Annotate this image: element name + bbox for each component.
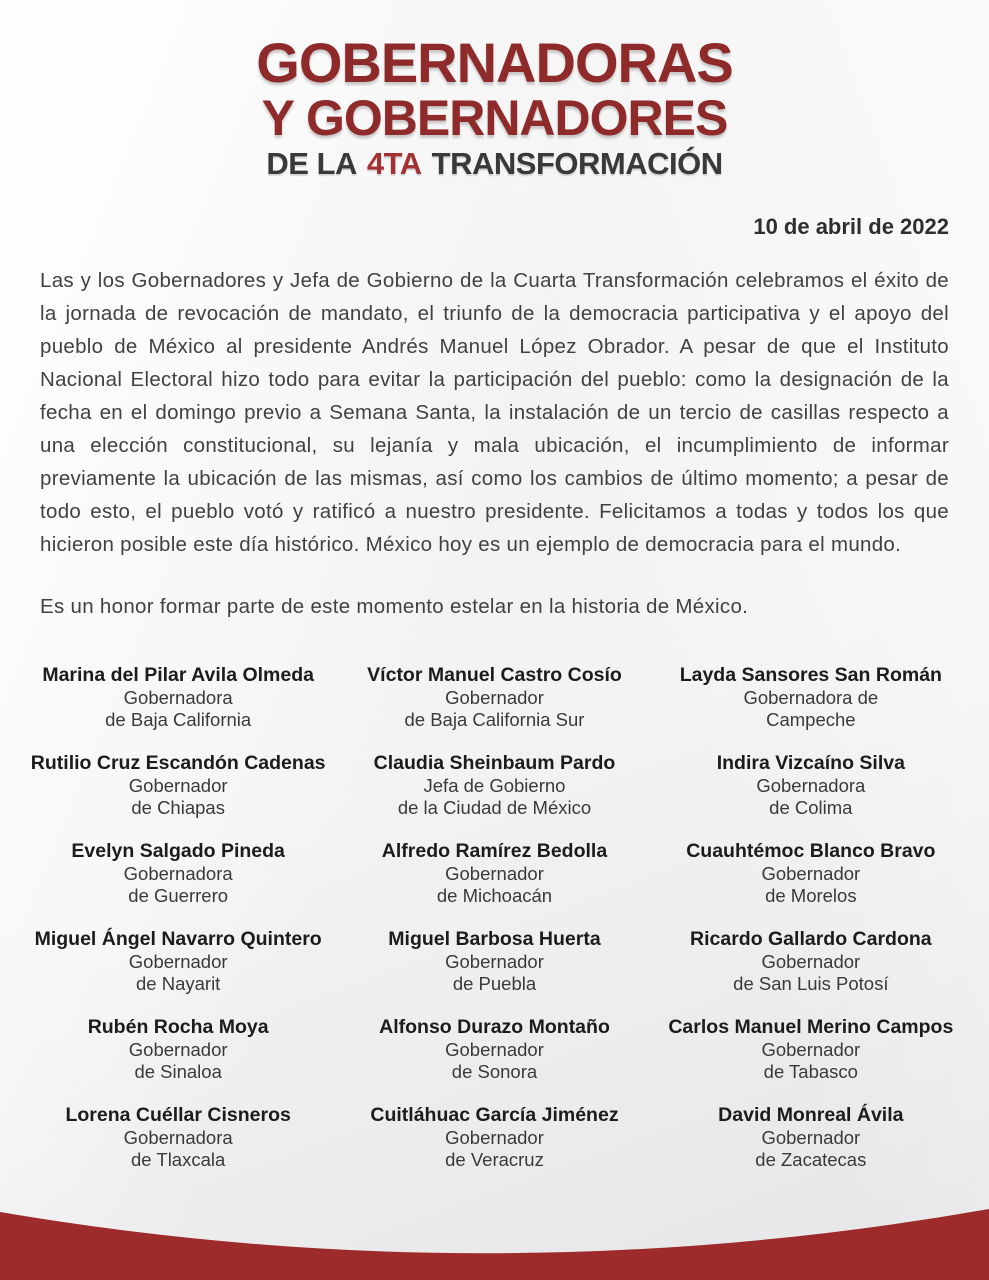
signatory-campeche [659, 663, 963, 730]
signatory-role: de Colima [769, 796, 853, 818]
footer-curve-shape [0, 1209, 989, 1280]
signatory-role: Gobernadora [756, 775, 866, 796]
signatory-michoacan [342, 839, 646, 906]
signatory-name: Rubén Rocha Moya [87, 1016, 269, 1038]
signatories-grid [26, 663, 963, 1170]
signatory-role: de Sinaloa [134, 1060, 222, 1082]
signatory-name: Rutilio Cruz Escandón Cadenas [30, 752, 326, 774]
signatory-name: Miguel Ángel Navarro Quintero [34, 928, 322, 950]
signatory-nayarit [26, 927, 330, 994]
signatory-name: Alfredo Ramírez Bedolla [381, 840, 608, 862]
subtitle [0, 146, 989, 182]
body-paragraph: Las y los Gobernadores y Jefa de Gobierno de la Cuarta Transformación celebramos el éxito de la jornada de revocación de mandato, el triunfo de la democracia participativa y el apoyo del pueblo de México al presidente Andrés Manuel López Obrador. A pesar de que el Instituto Nacional Electoral hizo todo para evitar la participación del pueblo: como la designación de la fecha en el domingo previo a Semana Santa, la instalación de un tercio de casillas respecto a una elección constitucional, su lejanía y mala ubicación, el incumplimiento de informar previamente la ubicación de las mismas, así como los cambios de último momento; a pesar de todo esto, el pueblo votó y ratificó a nuestro presidente. Felicitamos a todas y todos los que hicieron posible este día histórico. México hoy es un ejemplo de democracia para el mundo. [40, 269, 949, 556]
signatory-role: de Baja California Sur [404, 708, 585, 730]
signatory-role: Gobernador [445, 863, 544, 884]
signatory-guerrero [26, 839, 330, 906]
subtitle-suffix: TRANSFORMACIÓN [431, 146, 723, 181]
signatory-role: de San Luis Potosí [733, 972, 889, 994]
signatory-zacatecas [659, 1103, 963, 1170]
signatory-role: de Baja California [105, 708, 252, 730]
signatory-role: de Michoacán [436, 884, 553, 906]
footer-red-band [0, 1204, 989, 1280]
signatory-role: de Guerrero [128, 884, 229, 906]
signatory-role: de Morelos [765, 884, 857, 906]
signatory-role: Gobernador [445, 1127, 544, 1148]
signatory-role: de Tabasco [763, 1060, 858, 1082]
subtitle-highlight: 4TA [366, 146, 422, 181]
signatory-colima [659, 751, 963, 818]
signatory-name: Claudia Sheinbaum Pardo [373, 752, 616, 774]
signatory-role: Gobernador [761, 951, 861, 972]
signatory-san-luis-potosi [659, 927, 963, 994]
signatory-role: Gobernadora [123, 687, 233, 708]
signatory-role: de Nayarit [136, 972, 221, 994]
signatory-role: Jefa de Gobierno [423, 775, 566, 796]
signatory-role: Gobernador [128, 775, 228, 796]
signatory-name: Marina del Pilar Avila Olmeda [42, 664, 314, 686]
signatory-baja-california [26, 663, 330, 730]
signatory-role: de Sonora [451, 1060, 538, 1082]
signatory-veracruz [342, 1103, 646, 1170]
signatory-name: Miguel Barbosa Huerta [388, 928, 601, 950]
signatory-name: Layda Sansores San Román [679, 664, 942, 686]
signatory-name: Indira Vizcaíno Silva [716, 752, 905, 774]
signatory-role: Gobernadora de [743, 687, 879, 708]
signatory-name: Ricardo Gallardo Cardona [690, 928, 932, 950]
signatory-role: Gobernador [128, 1039, 228, 1060]
signatory-role: Gobernador [761, 1127, 861, 1148]
signatory-role: Gobernadora [123, 1127, 233, 1148]
signatory-role: Gobernador [445, 687, 544, 708]
signatory-role: de la Ciudad de México [397, 796, 592, 818]
signatory-role: de Puebla [452, 972, 537, 994]
signatory-name: Cuitláhuac García Jiménez [370, 1104, 619, 1126]
signatory-name: Cuauhtémoc Blanco Bravo [686, 840, 936, 862]
signatory-name: Carlos Manuel Merino Campos [668, 1016, 954, 1038]
signatory-name: Alfonso Durazo Montaño [379, 1016, 610, 1038]
signatory-sonora [342, 1015, 646, 1082]
signatory-role: Gobernadora [123, 863, 233, 884]
signatory-puebla [342, 927, 646, 994]
signatory-name: David Monreal Ávila [718, 1104, 904, 1126]
signatory-role: Gobernador [445, 1039, 544, 1060]
signatory-ciudad-de-mexico [342, 751, 646, 818]
signatory-role: de Chiapas [131, 796, 225, 818]
signatory-role: Gobernador [761, 1039, 861, 1060]
signatory-role: Gobernador [761, 863, 861, 884]
signatory-role: Campeche [766, 708, 856, 730]
signatory-name: Lorena Cuéllar Cisneros [65, 1104, 291, 1126]
closing-line: Es un honor formar parte de este momento estelar en la historia de México. [40, 595, 749, 618]
title-line-1: GOBERNADORAS [256, 31, 733, 94]
subtitle-prefix: DE LA [266, 146, 357, 181]
signatory-role: de Tlaxcala [131, 1148, 226, 1170]
signatory-chiapas [26, 751, 330, 818]
signatory-tlaxcala [26, 1103, 330, 1170]
signatory-role: Gobernador [445, 951, 544, 972]
signatory-role: de Veracruz [445, 1148, 544, 1170]
title-block [0, 0, 989, 182]
signatory-role: de Zacatecas [755, 1148, 867, 1170]
signatory-role: Gobernador [128, 951, 228, 972]
signatory-baja-california-sur [342, 663, 646, 730]
date: 10 de abril de 2022 [753, 214, 949, 239]
signatory-sinaloa [26, 1015, 330, 1082]
signatory-name: Víctor Manuel Castro Cosío [367, 664, 622, 686]
title-line-2: Y GOBERNADORES [261, 90, 728, 146]
signatory-tabasco [659, 1015, 963, 1082]
signatory-morelos [659, 839, 963, 906]
signatory-name: Evelyn Salgado Pineda [71, 840, 285, 862]
